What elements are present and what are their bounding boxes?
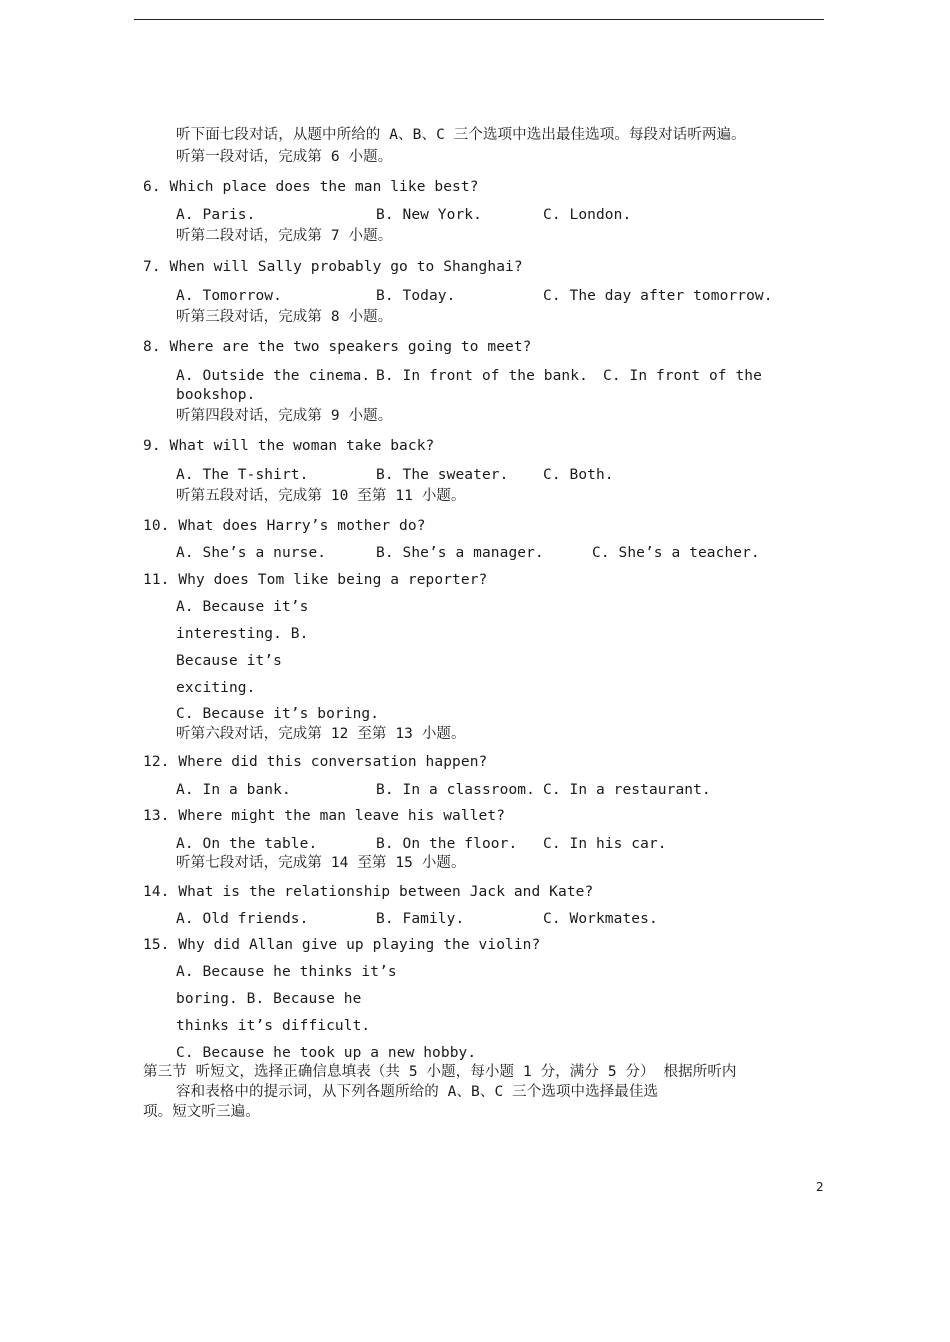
text-line: B. The sweater. (376, 467, 509, 483)
text-line: 13. Where might the man leave his wallet? (143, 808, 506, 824)
text-line: 6. Which place does the man like best? (143, 179, 479, 195)
text-line: 8. Where are the two speakers going to meet? (143, 339, 532, 355)
text-line: interesting. B. (176, 626, 309, 642)
text-line: B. In front of the bank. (376, 368, 588, 384)
text-line: A. Because it’s (176, 599, 309, 615)
text-line: C. She’s a teacher. (592, 545, 760, 561)
text-line: B. In a classroom. (376, 782, 535, 798)
text-line: B. She’s a manager. (376, 545, 544, 561)
text-line: exciting. (176, 680, 256, 696)
text-line: A. Because he thinks it’s (176, 964, 397, 980)
text-line: 听第三段对话，完成第 8 小题。 (176, 309, 393, 325)
text-line: C. Both. (543, 467, 614, 483)
text-line: 11. Why does Tom like being a reporter? (143, 572, 488, 588)
text-line: 15. Why did Allan give up playing the violin? (143, 937, 541, 953)
text-line: 听第一段对话，完成第 6 小题。 (176, 149, 393, 165)
text-line: thinks it’s difficult. (176, 1018, 371, 1034)
text-line: B. Today. (376, 288, 456, 304)
text-line: C. In a restaurant. (543, 782, 711, 798)
text-line: 听第七段对话，完成第 14 至第 15 小题。 (176, 855, 466, 871)
text-line: 9. What will the woman take back? (143, 438, 435, 454)
header-rule (134, 19, 824, 20)
text-line: 项。短文听三遍。 (143, 1104, 260, 1120)
text-line: 听第二段对话，完成第 7 小题。 (176, 228, 393, 244)
text-line: boring. B. Because he (176, 991, 362, 1007)
text-line: 7. When will Sally probably go to Shanghai? (143, 259, 523, 275)
text-line: 12. Where did this conversation happen? (143, 754, 488, 770)
text-line: A. On the table. (176, 836, 318, 852)
text-line: C. The day after tomorrow. (543, 288, 773, 304)
text-line: A. In a bank. (176, 782, 291, 798)
text-line: 第三节 听短文，选择正确信息填表（共 5 小题，每小题 1 分，满分 5 分） 根据所听内 (143, 1064, 737, 1080)
text-line: 听第四段对话，完成第 9 小题。 (176, 408, 393, 424)
text-line: C. In his car. (543, 836, 667, 852)
text-line: B. Family. (376, 911, 465, 927)
text-line: 听第五段对话，完成第 10 至第 11 小题。 (176, 488, 466, 504)
page-number: 2 (816, 1180, 824, 1194)
text-line: C. Workmates. (543, 911, 658, 927)
text-line: C. Because it’s boring. (176, 706, 380, 722)
text-line: 14. What is the relationship between Jack and Kate? (143, 884, 594, 900)
text-line: B. On the floor. (376, 836, 518, 852)
text-line: A. Outside the cinema. (176, 368, 371, 384)
text-line: 10. What does Harry’s mother do? (143, 518, 426, 534)
text-line: A. Old friends. (176, 911, 309, 927)
text-line: A. She’s a nurse. (176, 545, 327, 561)
text-line: 容和表格中的提示词，从下列各题所给的 A、B、C 三个选项中选择最佳选 (176, 1084, 659, 1100)
text-line: A. The T-shirt. (176, 467, 309, 483)
text-line: 听第六段对话，完成第 12 至第 13 小题。 (176, 726, 466, 742)
text-line: C. Because he took up a new hobby. (176, 1045, 477, 1061)
text-line: Because it’s (176, 653, 282, 669)
text-line: A. Tomorrow. (176, 288, 282, 304)
text-line: A. Paris. (176, 207, 256, 223)
text-line: C. London. (543, 207, 632, 223)
text-line: bookshop. (176, 387, 256, 403)
text-line: 听下面七段对话，从题中所给的 A、B、C 三个选项中选出最佳选项。每段对话听两遍。 (176, 127, 746, 143)
text-line: B. New York. (376, 207, 482, 223)
text-line: C. In front of the (603, 368, 762, 384)
